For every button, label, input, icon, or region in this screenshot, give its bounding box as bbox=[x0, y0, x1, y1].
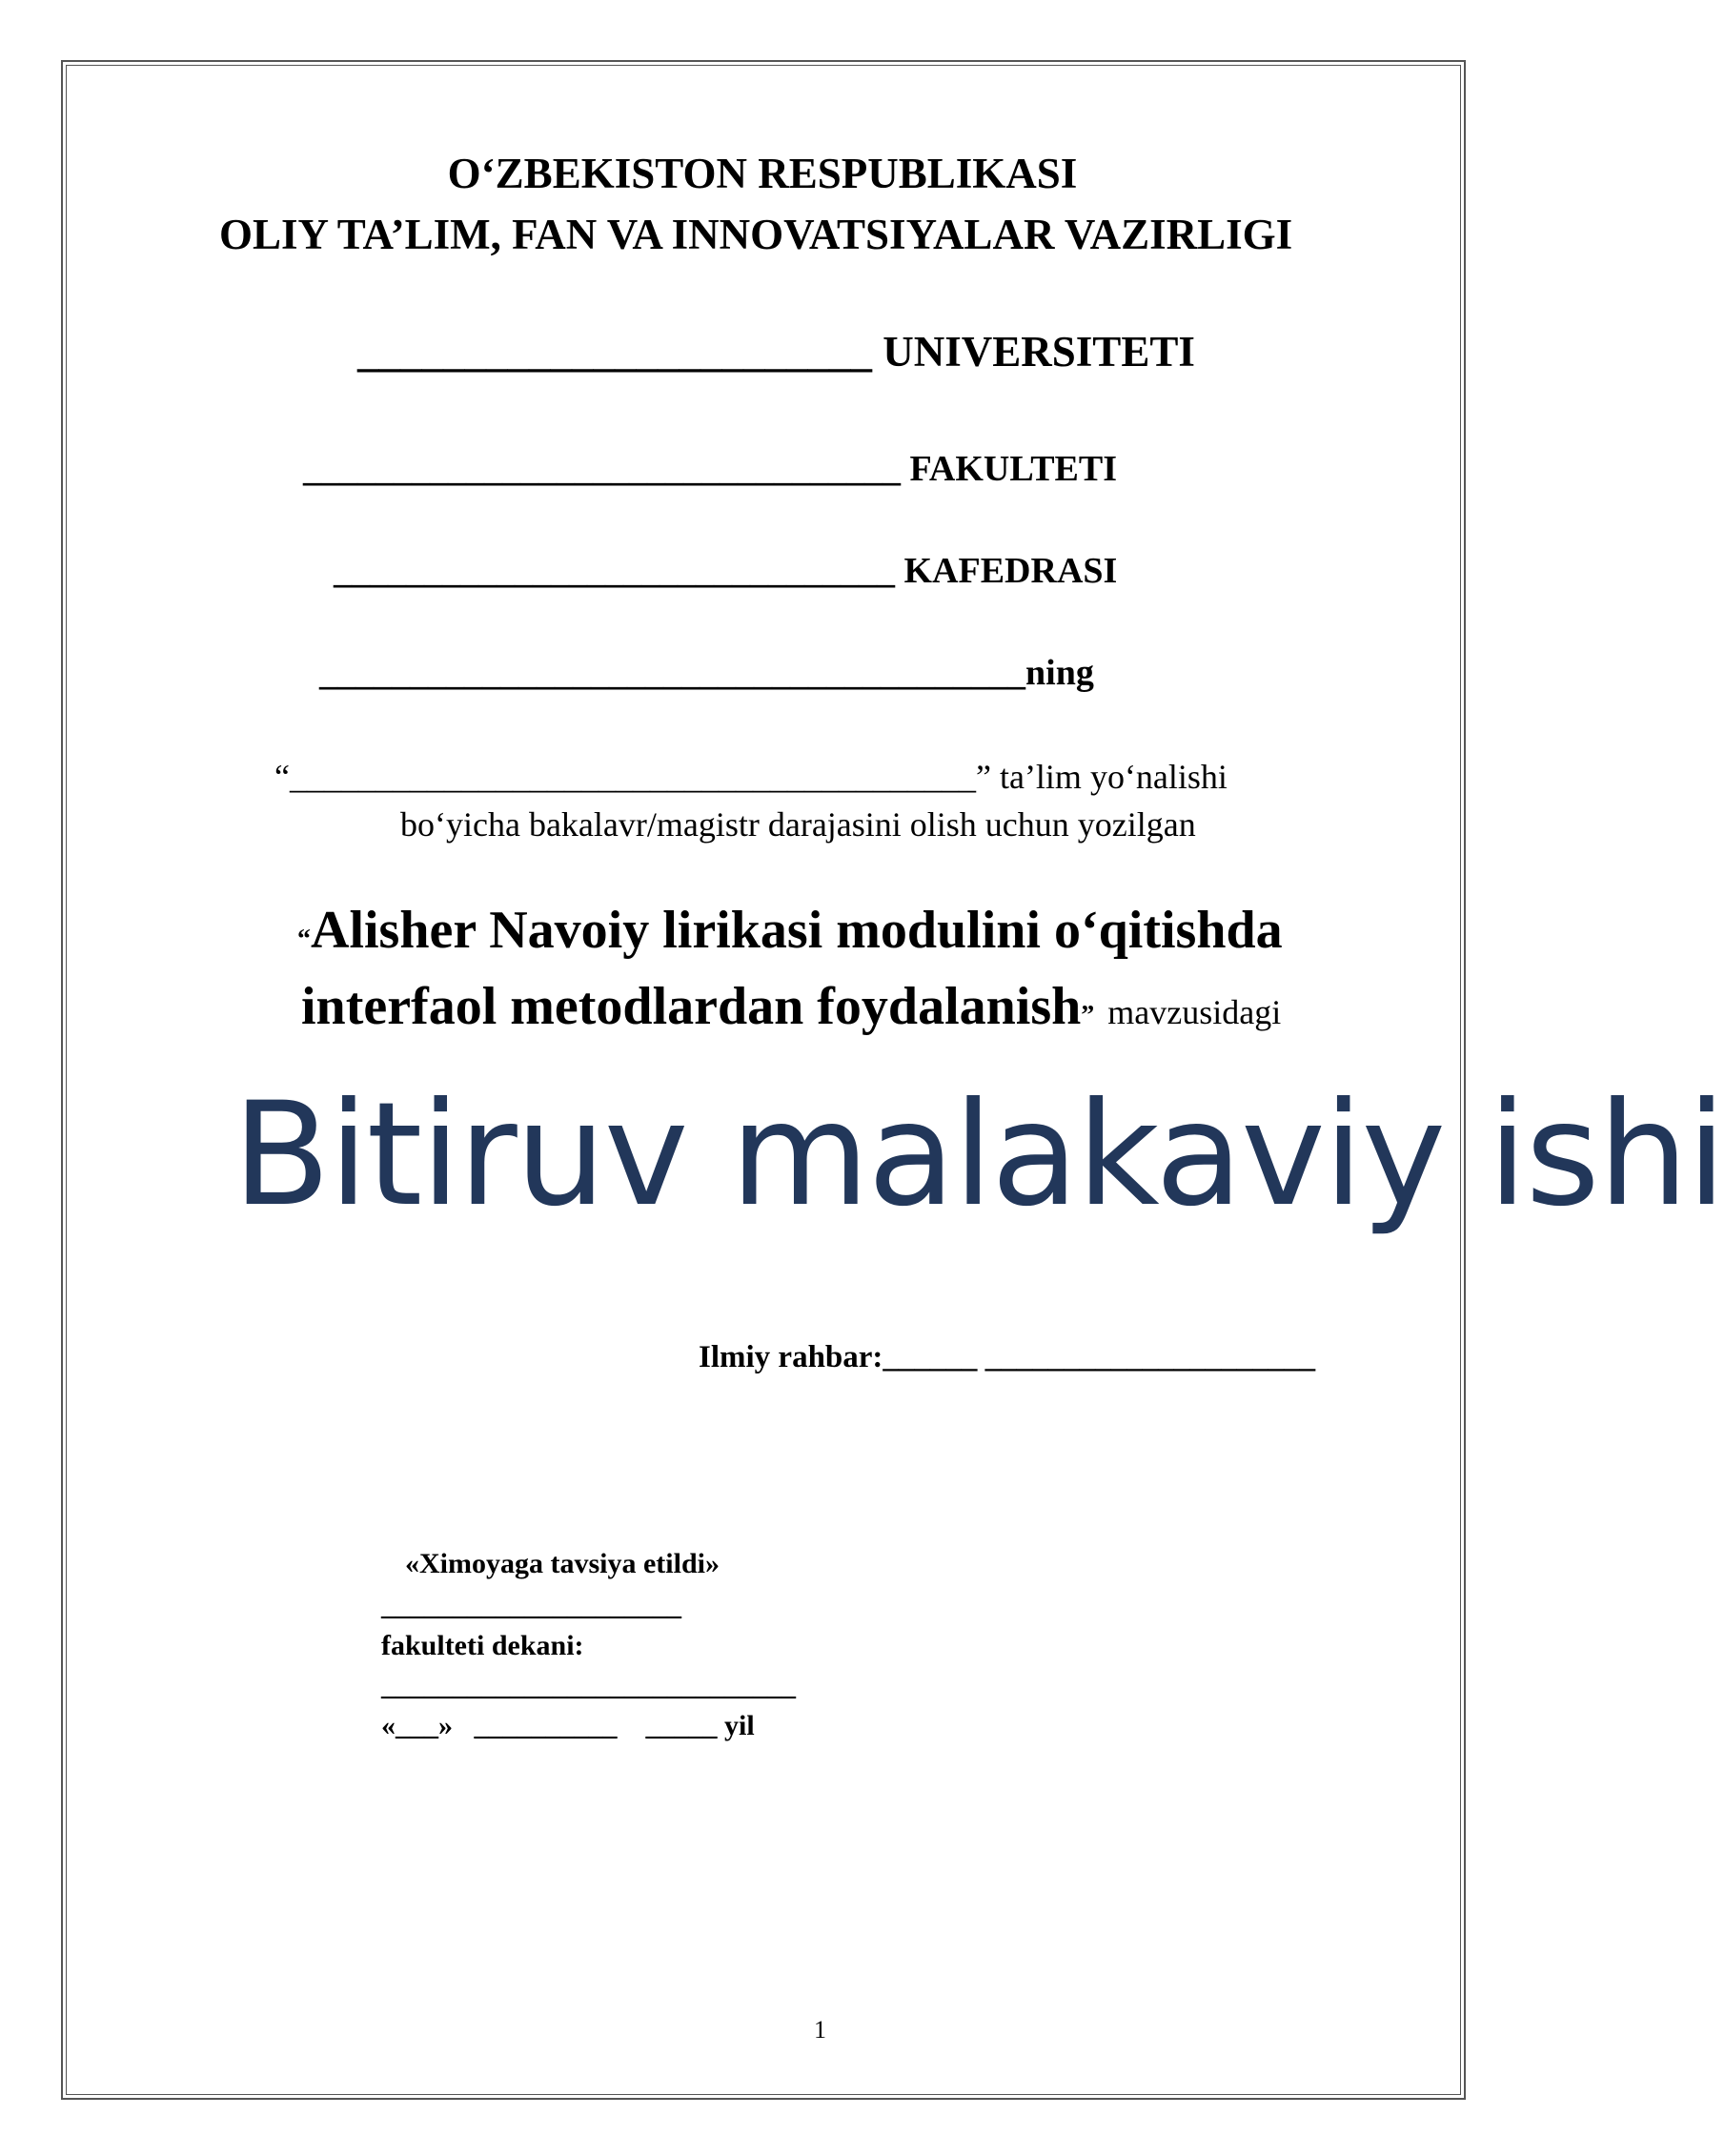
department-line bbox=[334, 550, 1117, 592]
student-blank[interactable]: _______________________________________ bbox=[319, 653, 1025, 693]
direction-open-quote: “ bbox=[274, 758, 290, 796]
document-type-title: Bitiruv malakaviy ishi bbox=[233, 1072, 1725, 1238]
topic-close-quote: ” bbox=[1081, 1001, 1095, 1030]
university-blank[interactable]: ________________________ bbox=[357, 328, 872, 376]
topic-title-1: Alisher Navoiy lirikasi modulini o‘qitishda bbox=[311, 901, 1283, 960]
date-month[interactable]: __________ bbox=[474, 1710, 618, 1741]
student-suffix: ning bbox=[1025, 653, 1094, 693]
country-line: O‘ZBEKISTON RESPUBLIKASI bbox=[447, 150, 1078, 197]
university-label: UNIVERSITETI bbox=[883, 328, 1195, 376]
faculty-label: FAKULTETI bbox=[909, 449, 1118, 489]
date-suffix: yil bbox=[724, 1710, 755, 1741]
department-label: KAFEDRASI bbox=[903, 551, 1118, 591]
direction-line bbox=[274, 757, 1228, 797]
dean-label: fakulteti dekani: bbox=[381, 1630, 584, 1661]
page-number: 1 bbox=[814, 2016, 826, 2044]
recommendation-blank-1[interactable]: _____________________ bbox=[381, 1590, 681, 1621]
topic-title-2: interfaol metodlardan foydalanish bbox=[301, 977, 1082, 1036]
topic-line-2 bbox=[301, 976, 1281, 1037]
date-day[interactable]: «___» bbox=[381, 1710, 453, 1741]
date-line bbox=[381, 1710, 755, 1742]
faculty-line bbox=[303, 448, 1117, 490]
topic-suffix: mavzusidagi bbox=[1107, 993, 1282, 1031]
recommendation-title: «Ximoyaga tavsiya etildi» bbox=[405, 1548, 720, 1579]
topic-line-1 bbox=[297, 900, 1283, 961]
recommendation-blank-2[interactable]: _____________________________ bbox=[381, 1670, 796, 1701]
supervisor-label: Ilmiy rahbar:______ bbox=[699, 1340, 978, 1374]
department-blank[interactable]: _______________________________ bbox=[334, 551, 895, 591]
student-line bbox=[319, 652, 1094, 694]
ministry-line: OLIY TA’LIM, FAN VA INNOVATSIYALAR VAZIRLIGI bbox=[219, 211, 1293, 258]
supervisor-blank[interactable]: _____________________ bbox=[984, 1340, 1316, 1374]
faculty-blank[interactable]: _________________________________ bbox=[303, 449, 901, 489]
direction-line-2: bo‘yicha bakalavr/magistr darajasini olish uchun yozilgan bbox=[400, 805, 1196, 844]
date-year[interactable]: _____ bbox=[645, 1710, 718, 1741]
direction-blank[interactable]: ________________________________________ bbox=[289, 758, 976, 796]
university-line bbox=[357, 327, 1195, 376]
topic-open-quote: “ bbox=[297, 925, 311, 954]
supervisor-line bbox=[699, 1340, 1315, 1375]
direction-close-text: ” ta’lim yo‘nalishi bbox=[975, 758, 1228, 796]
